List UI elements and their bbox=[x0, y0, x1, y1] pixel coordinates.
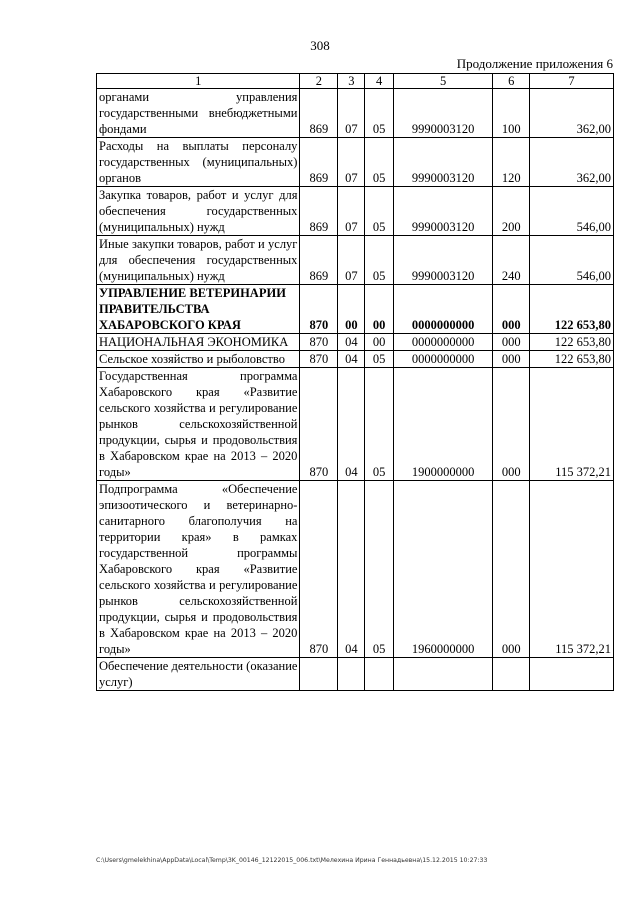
row-amount-cell: 362,00 bbox=[530, 89, 614, 138]
row-expense-type-cell: 000 bbox=[493, 351, 530, 368]
row-section-cell: 00 bbox=[338, 285, 365, 334]
row-target-article-cell bbox=[393, 658, 493, 691]
row-name-cell: Сельское хозяйство и рыболовство bbox=[97, 351, 300, 368]
row-expense-type-cell: 120 bbox=[493, 138, 530, 187]
row-expense-type-cell: 100 bbox=[493, 89, 530, 138]
header-col-6: 6 bbox=[493, 74, 530, 89]
row-subsection-cell bbox=[365, 658, 393, 691]
row-subsection-cell: 05 bbox=[365, 481, 393, 658]
table-row bbox=[97, 187, 614, 236]
row-section-cell: 07 bbox=[338, 187, 365, 236]
row-amount-cell: 546,00 bbox=[530, 236, 614, 285]
row-amount-cell: 122 653,80 bbox=[530, 351, 614, 368]
row-name-cell: органами управления государственными внебюджетными фондами bbox=[97, 89, 300, 138]
row-subsection-cell: 05 bbox=[365, 236, 393, 285]
row-name-cell: НАЦИОНАЛЬНАЯ ЭКОНОМИКА bbox=[97, 334, 300, 351]
header-col-1: 1 bbox=[97, 74, 300, 89]
row-amount-cell: 115 372,21 bbox=[530, 368, 614, 481]
row-section-cell: 07 bbox=[338, 89, 365, 138]
row-amount-cell: 115 372,21 bbox=[530, 481, 614, 658]
row-target-article-cell: 1960000000 bbox=[393, 481, 493, 658]
row-subsection-cell: 05 bbox=[365, 187, 393, 236]
row-ministry-code-cell: 869 bbox=[300, 236, 338, 285]
table-row bbox=[97, 351, 614, 368]
table-body bbox=[97, 89, 614, 691]
row-name-cell: Обеспечение деятельности (оказание услуг) bbox=[97, 658, 300, 691]
row-ministry-code-cell bbox=[300, 658, 338, 691]
row-ministry-code-cell: 870 bbox=[300, 368, 338, 481]
row-expense-type-cell: 000 bbox=[493, 368, 530, 481]
header-col-3: 3 bbox=[338, 74, 365, 89]
header-col-4: 4 bbox=[365, 74, 393, 89]
table-row bbox=[97, 138, 614, 187]
table-row bbox=[97, 334, 614, 351]
row-expense-type-cell bbox=[493, 658, 530, 691]
row-name-cell: Расходы на выплаты персоналу государственных (муниципальных) органов bbox=[97, 138, 300, 187]
page-number: 308 bbox=[310, 38, 330, 53]
row-ministry-code-cell: 870 bbox=[300, 334, 338, 351]
row-target-article-cell: 9990003120 bbox=[393, 89, 493, 138]
row-target-article-cell: 9990003120 bbox=[393, 187, 493, 236]
row-section-cell bbox=[338, 658, 365, 691]
table-row bbox=[97, 658, 614, 691]
row-name-cell: УПРАВЛЕНИЕ ВЕТЕРИНАРИИ ПРАВИТЕЛЬСТВА ХАБАРОВСКОГО КРАЯ bbox=[97, 285, 300, 334]
row-subsection-cell: 05 bbox=[365, 351, 393, 368]
row-section-cell: 07 bbox=[338, 236, 365, 285]
row-target-article-cell: 1900000000 bbox=[393, 368, 493, 481]
row-section-cell: 07 bbox=[338, 138, 365, 187]
row-target-article-cell: 0000000000 bbox=[393, 285, 493, 334]
table-row bbox=[97, 236, 614, 285]
row-ministry-code-cell: 869 bbox=[300, 89, 338, 138]
row-name-cell: Подпрограмма «Обеспечение эпизоотического и ветеринарно-санитарного благополучия на территории края» в рамках государственной программы Хабаровского края «Развитие сельского хозяйства и регулирование рынков сельскохозяйственной продукции, сырья и продовольствия в Хабаровском крае на 2013 – 2020 годы» bbox=[97, 481, 300, 658]
row-subsection-cell: 00 bbox=[365, 334, 393, 351]
row-target-article-cell: 0000000000 bbox=[393, 334, 493, 351]
table-row bbox=[97, 89, 614, 138]
row-ministry-code-cell: 870 bbox=[300, 481, 338, 658]
row-section-cell: 04 bbox=[338, 368, 365, 481]
row-ministry-code-cell: 869 bbox=[300, 138, 338, 187]
row-target-article-cell: 9990003120 bbox=[393, 236, 493, 285]
row-ministry-code-cell: 870 bbox=[300, 285, 338, 334]
row-amount-cell bbox=[530, 658, 614, 691]
row-amount-cell: 122 653,80 bbox=[530, 285, 614, 334]
row-ministry-code-cell: 869 bbox=[300, 187, 338, 236]
footer-path: C:\Users\gmelekhina\AppData\Local\Temp\3K_00146_12122015_006.txt\Мелехина Ирина Геннадьевна\15.12.2015 10:27:33 bbox=[96, 857, 488, 864]
row-expense-type-cell: 000 bbox=[493, 285, 530, 334]
row-expense-type-cell: 200 bbox=[493, 187, 530, 236]
row-subsection-cell: 05 bbox=[365, 138, 393, 187]
header-col-7: 7 bbox=[530, 74, 614, 89]
row-amount-cell: 122 653,80 bbox=[530, 334, 614, 351]
row-name-cell: Иные закупки товаров, работ и услуг для обеспечения государственных (муниципальных) нужд bbox=[97, 236, 300, 285]
header-row bbox=[97, 74, 614, 89]
header-col-2: 2 bbox=[300, 74, 338, 89]
row-expense-type-cell: 000 bbox=[493, 481, 530, 658]
row-name-cell: Государственная программа Хабаровского края «Развитие сельского хозяйства и регулирование рынков сельскохозяйственной продукции, сырья и продовольствия в Хабаровском крае на 2013 – 2020 годы» bbox=[97, 368, 300, 481]
row-section-cell: 04 bbox=[338, 351, 365, 368]
header-col-5: 5 bbox=[393, 74, 493, 89]
table-row bbox=[97, 368, 614, 481]
row-name-cell: Закупка товаров, работ и услуг для обеспечения государственных (муниципальных) нужд bbox=[97, 187, 300, 236]
row-amount-cell: 546,00 bbox=[530, 187, 614, 236]
row-expense-type-cell: 240 bbox=[493, 236, 530, 285]
table-row bbox=[97, 481, 614, 658]
row-amount-cell: 362,00 bbox=[530, 138, 614, 187]
row-target-article-cell: 0000000000 bbox=[393, 351, 493, 368]
row-section-cell: 04 bbox=[338, 334, 365, 351]
row-subsection-cell: 00 bbox=[365, 285, 393, 334]
row-subsection-cell: 05 bbox=[365, 368, 393, 481]
row-expense-type-cell: 000 bbox=[493, 334, 530, 351]
budget-table bbox=[96, 73, 614, 691]
table-row bbox=[97, 285, 614, 334]
continuation-label: Продолжение приложения 6 bbox=[456, 56, 613, 71]
row-target-article-cell: 9990003120 bbox=[393, 138, 493, 187]
row-ministry-code-cell: 870 bbox=[300, 351, 338, 368]
row-section-cell: 04 bbox=[338, 481, 365, 658]
row-subsection-cell: 05 bbox=[365, 89, 393, 138]
